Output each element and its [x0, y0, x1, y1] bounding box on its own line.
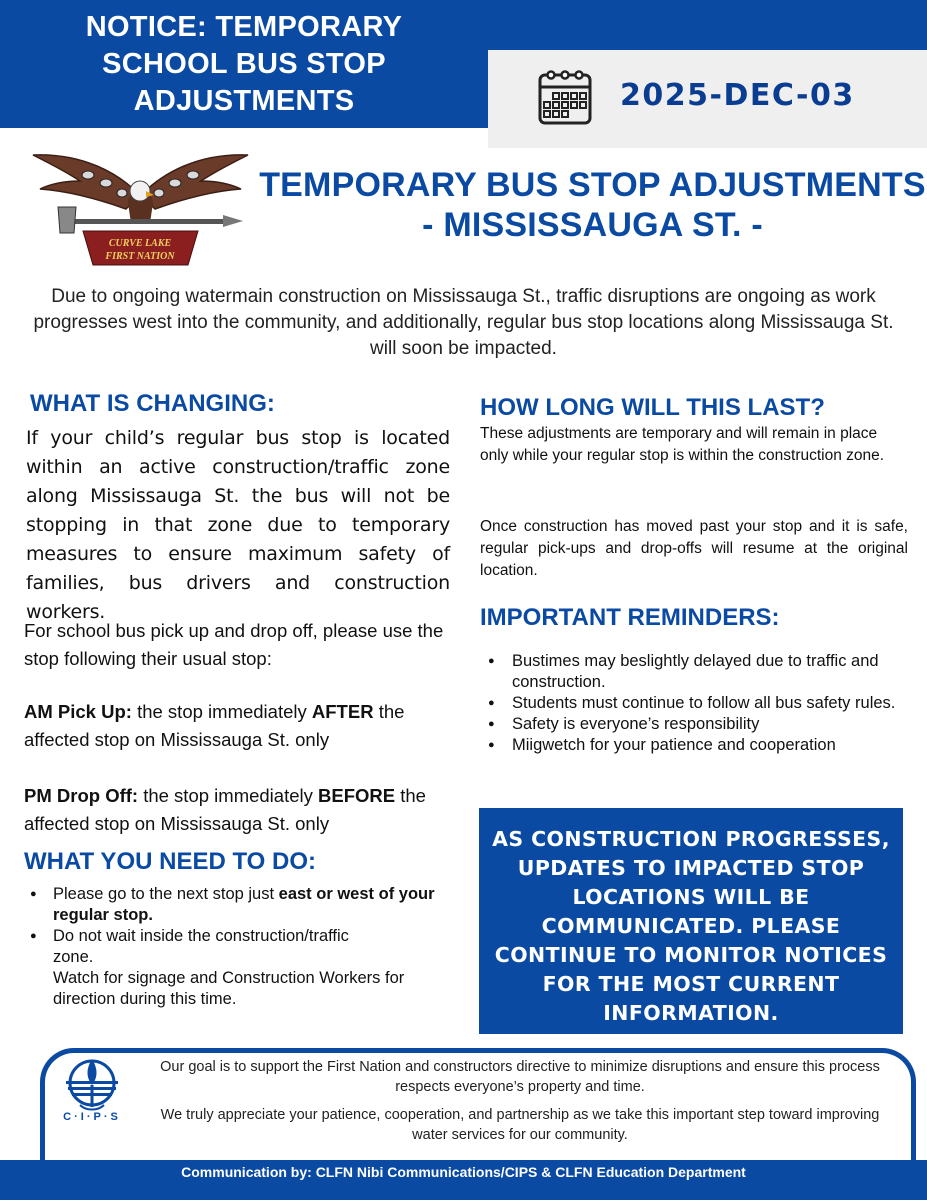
notice-title [0, 0, 488, 128]
stop-instruction-text: For school bus pick up and drop off, please use the stop following their usual stop: [24, 620, 444, 669]
goal-paragraph-1: Our goal is to support the First Nation and constructors directive to minimize disruptions and ensure this process respects everyone’s property and time. [160, 1059, 880, 1095]
notice-title-line-3: ADJUSTMENTS [133, 85, 355, 117]
what-is-changing-body: If your child’s regular bus stop is located within an active construction/traffic zone along Mississauga St. the bus will not be stopping in that zone due to temporary measures to ensure maximum safety of families, bus drivers and construction workers. [26, 427, 450, 623]
headline-line-1: TEMPORARY BUS STOP ADJUSTMENTS [259, 166, 926, 204]
pm-label: PM Drop Off: [24, 785, 139, 806]
list-item: ● Miigwetch for your patience and cooperation [488, 735, 918, 756]
footer-credits: Communication by: CLFN Nibi Communications/CIPS & CLFN Education Department [0, 1160, 927, 1200]
calendar-icon [538, 67, 592, 125]
cips-logo-text: C·I·P·S [63, 1111, 121, 1123]
how-long-heading: HOW LONG WILL THIS LAST? [480, 394, 825, 421]
cips-logo [52, 1055, 132, 1135]
what-is-changing-heading: WHAT IS CHANGING: [30, 390, 275, 417]
pm-post: the affected stop on Mississauga St. only [24, 785, 426, 834]
list-item: ● Do not wait inside the construction/traffic [30, 926, 460, 947]
curve-lake-first-nation-logo [28, 143, 253, 273]
todo-item-1-bold: east or west of your regular stop. [53, 885, 435, 924]
logo-text-line-1: CURVE LAKE [108, 238, 172, 249]
how-long-paragraph-2: Once construction has moved past your stop and it is safe, regular pick-ups and drop-offs will resume at the original location. [480, 518, 908, 579]
todo-item-1-text: Please go to the next stop just [53, 885, 279, 903]
reminders-list [488, 651, 918, 756]
notice-date: 2025-DEC-03 [620, 78, 855, 113]
logo-text-line-2: FIRST NATION [105, 251, 175, 262]
how-long-paragraph-1: These adjustments are temporary and will remain in place only while your regular stop is within the construction zone. [480, 425, 885, 464]
am-post: the affected stop on Mississauga St. only [24, 701, 405, 750]
pm-dropoff-text [24, 782, 464, 838]
construction-updates-callout: AS CONSTRUCTION PROGRESSES, UPDATES TO IMPACTED STOP LOCATIONS WILL BE COMMUNICATED. PLEASE CONTINUE TO MONITOR NOTICES FOR THE MOST CURRENT INFORMATION. [479, 808, 903, 1034]
pm-emph: BEFORE [318, 785, 396, 806]
page-headline [258, 165, 927, 245]
list-item: Watch for signage and Construction Workers for direction during this time. [53, 969, 405, 1008]
list-item: ● Safety is everyone’s responsibility [488, 714, 918, 735]
important-reminders-heading: IMPORTANT REMINDERS: [480, 604, 780, 631]
list-item: ● Students must continue to follow all bus safety rules. [488, 693, 918, 714]
what-you-need-to-do-heading: WHAT YOU NEED TO DO: [24, 848, 317, 875]
list-item: ● Bustimes may beslightly delayed due to traffic and construction. [488, 651, 918, 693]
am-pre: the stop immediately [131, 701, 312, 722]
goal-paragraph-2: We truly appreciate your patience, cooperation, and partnership as we take this important step toward improving water services for our community. [160, 1107, 880, 1143]
notice-title-line-1: NOTICE: TEMPORARY [85, 11, 403, 43]
list-item: zone. [53, 948, 94, 966]
pm-pre: the stop immediately [138, 785, 319, 806]
notice-title-line-2: SCHOOL BUS STOP [102, 48, 386, 80]
am-emph: AFTER [311, 701, 374, 722]
todo-list [30, 884, 460, 1010]
headline-line-2: - MISSISSAUGA ST. - [422, 206, 763, 244]
intro-paragraph: Due to ongoing watermain construction on Mississauga St., traffic disruptions are ongoing as work progresses west into the community, and additionally, regular bus stop locations along Mississauga St. will soon be impacted. [33, 286, 894, 359]
list-item [30, 884, 460, 926]
am-label: AM Pick Up: [24, 701, 132, 722]
am-pickup-text [24, 698, 464, 754]
